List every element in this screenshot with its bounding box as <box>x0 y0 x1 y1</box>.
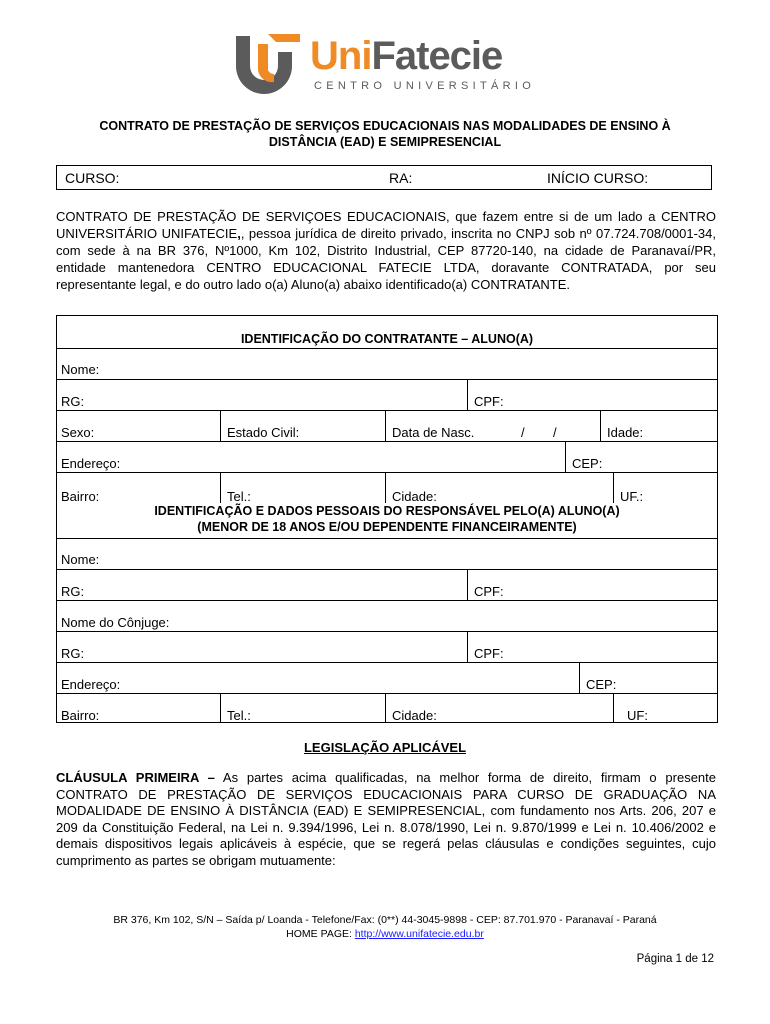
page-number: Página 1 de 12 <box>636 953 714 965</box>
footer-homepage <box>40 927 730 941</box>
identification-table <box>56 315 718 723</box>
student-address-label: Endereço: <box>61 456 121 471</box>
footer-address: BR 376, Km 102, S/N – Saída p/ Loanda - Telefone/Fax: (0**) 44-3045-9898 - CEP: 87.701.970 - Paranavaí - Paraná <box>113 914 657 926</box>
birthdate-slash-2: / <box>553 425 557 440</box>
guardian-rg-label: RG: <box>61 584 85 599</box>
legislation-heading-text: LEGISLAÇÃO APLICÁVEL <box>303 740 467 755</box>
guardian-state-label: UF: <box>627 708 648 723</box>
contract-title-line1: CONTRATO DE PRESTAÇÃO DE SERVIÇOS EDUCACIONAIS NAS MODALIDADES DE ENSINO À <box>99 119 671 133</box>
guardian-header-line2: (MENOR DE 18 ANOS E/OU DEPENDENTE FINANCEIRAMENTE) <box>197 520 577 534</box>
guardian-header-line1: IDENTIFICAÇÃO E DADOS PESSOAIS DO RESPONSÁVEL PELO(A) ALUNO(A) <box>154 504 620 518</box>
guardian-cep-label: CEP: <box>586 677 617 692</box>
student-name-label: Nome: <box>61 362 100 377</box>
birthdate-slash-1: / <box>521 425 525 440</box>
student-marital-label: Estado Civil: <box>227 425 300 440</box>
student-age-label: Idade: <box>607 425 644 440</box>
student-cpf-label: CPF: <box>474 394 504 409</box>
guardian-district-label: Bairro: <box>61 708 100 723</box>
guardian-city-label: Cidade: <box>392 708 437 723</box>
homepage-label: HOME PAGE: <box>286 928 355 940</box>
logo-brand-uni: Uni <box>310 34 372 78</box>
spouse-cpf-label: CPF: <box>474 646 504 661</box>
page-footer <box>40 913 730 941</box>
intro-paragraph: CONTRATO DE PRESTAÇÃO DE SERVIÇOES EDUCACIONAIS, que fazem entre si de um lado a CENTRO UNIVERSITÁRIO UNIFATECIE,, pessoa jurídica de direito privado, inscrita no CNPJ sob nº 07.724.708/0001-34, com sede à na BR 376, Nº1000, Km 102, Distrito Industrial, CEP 87720-140, na cidade de Paranavaí/PR, entidade mantenedora CENTRO EDUCACIONAL FATECIE LTDA, doravante CONTRATADA, por seu representante legal, e do outro lado o(a) Aluno(a) abaixo identificado(a) CONTRATANTE. <box>56 209 716 292</box>
student-sex-label: Sexo: <box>61 425 95 440</box>
student-birthdate-label: Data de Nasc. <box>392 425 475 440</box>
intro-part1: CONTRATO DE PRESTAÇÃO DE SERVIÇOES EDUCACIONAIS, que fazem entre si de um lado a CENTRO UNIVERSITÁRIO UNIFATECIE <box>56 209 716 241</box>
guardian-spouse-label: Nome do Cônjuge: <box>61 615 170 630</box>
guardian-name-label: Nome: <box>61 552 100 567</box>
guardian-address-label: Endereço: <box>61 677 121 692</box>
spouse-rg-label: RG: <box>61 646 85 661</box>
course-start-label: INÍCIO CURSO: <box>547 170 649 186</box>
intro-part2: , pessoa jurídica de direito privado, inscrita no CNPJ sob nº 07.724.708/0001-34, com sede à na BR 376, Nº1000, Km 102, Distrito Industrial, CEP 87720-140, na cidade de Paranavaí/PR, entidade mantenedora CENTRO EDUCACIONAL FATECIE LTDA, doravante CONTRATADA, por seu representante legal, e do outro lado o(a) Aluno(a) abaixo identificado(a) CONTRATANTE. <box>56 226 716 292</box>
clause-first-paragraph <box>56 770 716 869</box>
student-phone-label: Tel.: <box>227 489 251 504</box>
unifatecie-logo <box>228 30 536 100</box>
student-cep-label: CEP: <box>572 456 603 471</box>
student-rg-label: RG: <box>61 394 85 409</box>
ra-label: RA: <box>389 170 413 186</box>
homepage-link[interactable]: http://www.unifatecie.edu.br <box>354 928 484 940</box>
clause-first-label: CLÁUSULA PRIMEIRA – <box>56 770 215 785</box>
contract-title <box>40 118 730 150</box>
student-section-header: IDENTIFICAÇÃO DO CONTRATANTE – ALUNO(A) <box>240 332 534 346</box>
course-box <box>56 165 712 190</box>
logo-subtitle: CENTRO UNIVERSITÁRIO <box>314 80 536 92</box>
guardian-cpf-label: CPF: <box>474 584 504 599</box>
course-label: CURSO: <box>65 170 120 186</box>
student-district-label: Bairro: <box>61 489 100 504</box>
guardian-phone-label: Tel.: <box>227 708 251 723</box>
legislation-heading <box>0 740 770 755</box>
clause-first-text: As partes acima qualificadas, na melhor forma de direito, firmam o presente CONTRATO DE PRESTAÇÃO DE SERVIÇOS EDUCACIONAIS PARA CURSO DE GRADUAÇÃO NA MODALIDADE DE ENSINO À DISTÂNCIA (EAD) E SEMIPRESENCIAL, com fundamento nos Arts. 206, 207 e 209 da Constituição Federal, na Lei n. 9.394/1996, Lei n. 8.078/1990, Lei n. 9.870/1999 e Lei n. 10.406/2002 e demais dispositivos legais aplicáveis à espécie, que se regerá pelas cláusulas e condições seguintes, cujo cumprimento as partes se obrigam mutuamente: <box>56 770 716 868</box>
guardian-section-header <box>57 503 717 535</box>
contract-title-line2: DISTÂNCIA (EAD) E SEMIPRESENCIAL <box>268 135 502 149</box>
student-city-label: Cidade: <box>392 489 437 504</box>
logo-brand-fatecie: Fatecie <box>371 34 503 78</box>
student-state-label: UF.: <box>620 489 644 504</box>
